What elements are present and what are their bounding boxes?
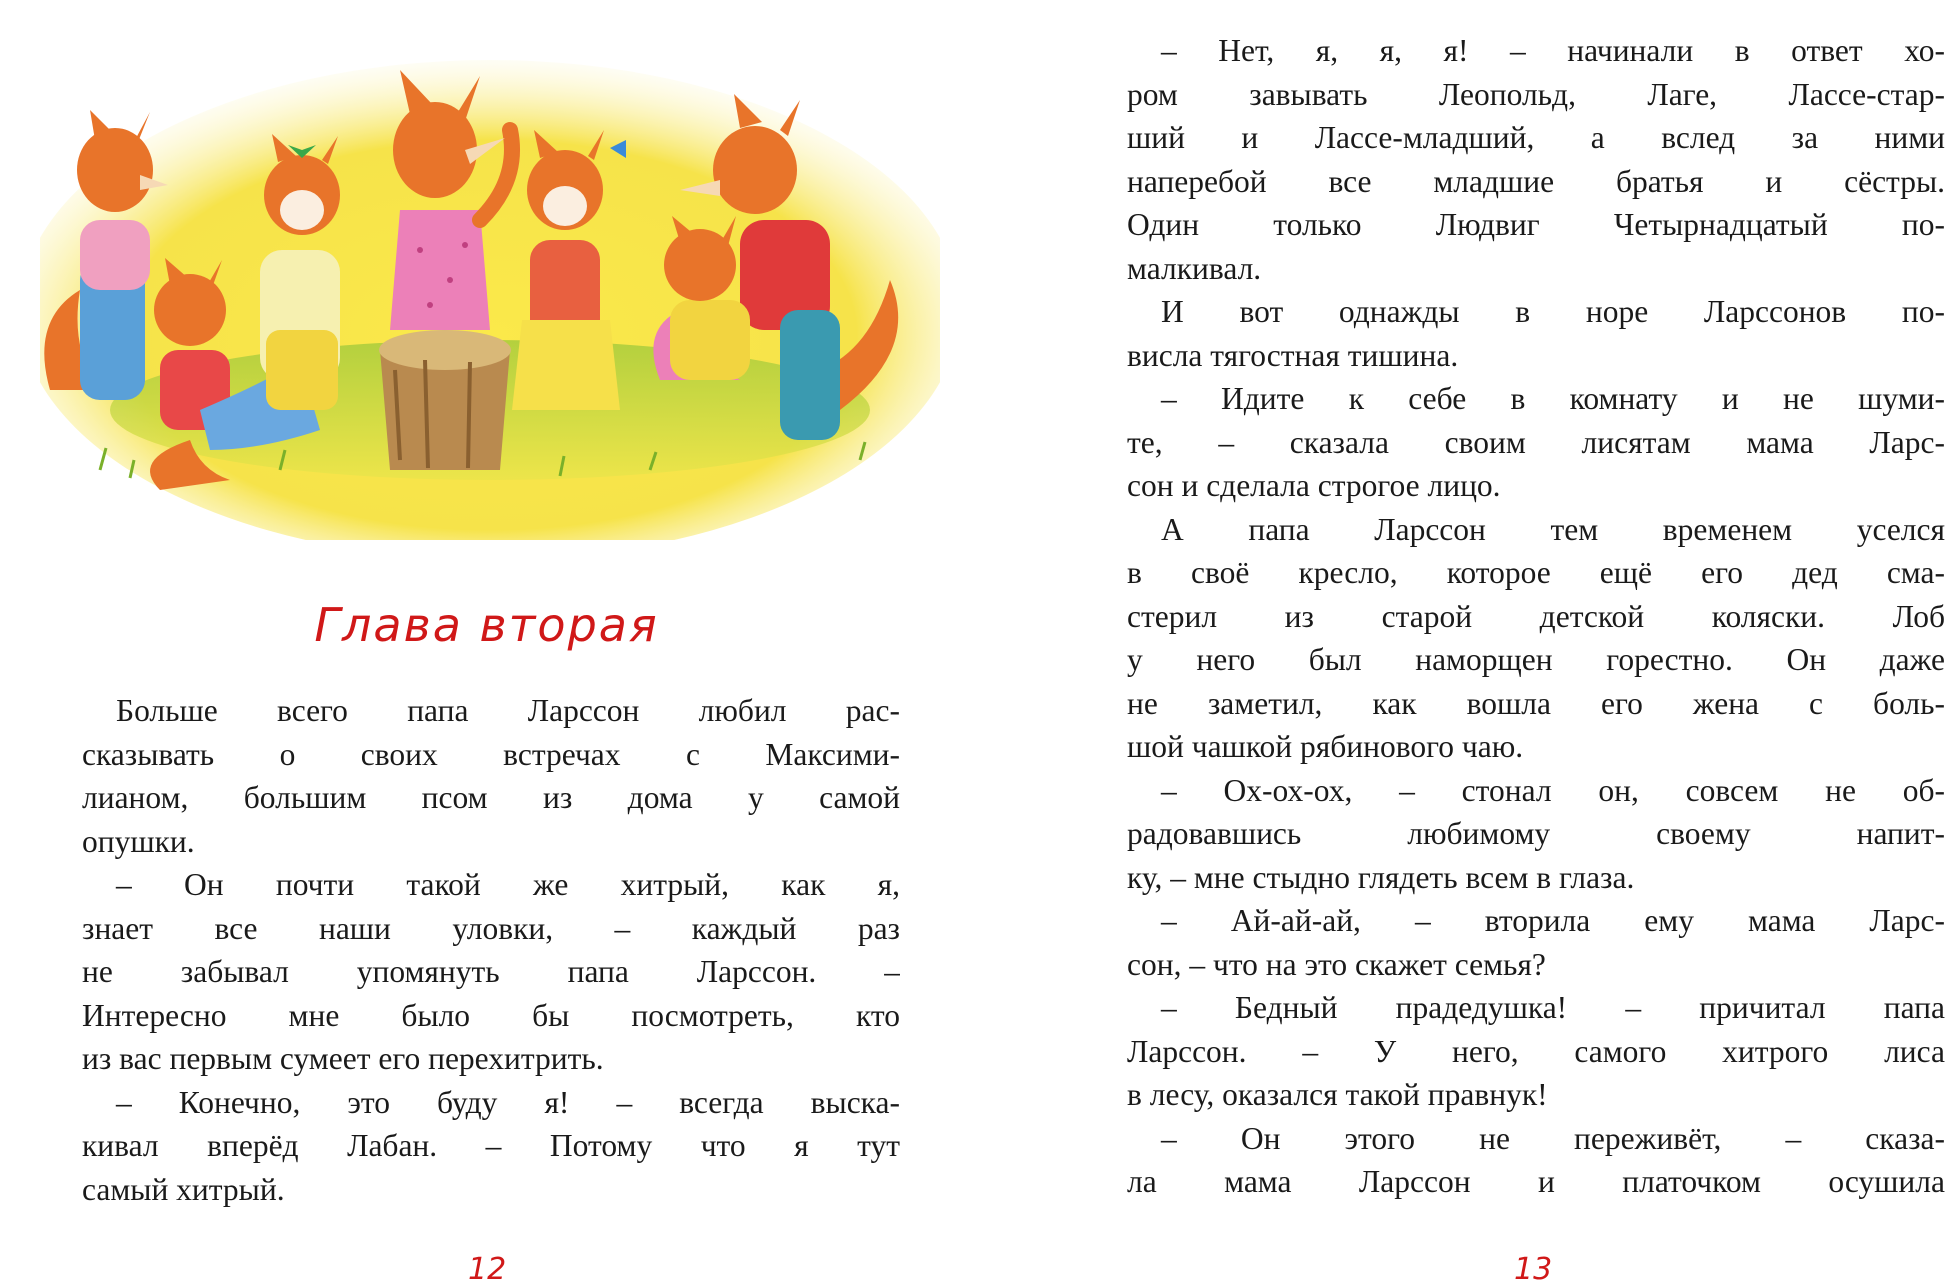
text-line: А папа Ларссон тем временем уселся <box>1161 511 1945 547</box>
text-line: – Ай-ай-ай, – вторила ему мама Ларс- <box>1161 903 1945 938</box>
text-line: не забывал упомянуть папа Ларссон. – <box>82 954 900 989</box>
text-line: – Конечно, это буду я! – всегда выска- <box>116 1084 900 1120</box>
text-line: лианом, большим псом из дома у самой <box>82 780 900 815</box>
text-line: ла мама Ларссон и платочком осушила <box>1127 1164 1945 1199</box>
text-line: наперебой все младшие братья и сёстры. <box>1127 163 1945 199</box>
left-page-text <box>82 689 900 1211</box>
text-line: самый хитрый. <box>82 1171 285 1207</box>
text-line: у него был наморщен горестно. Он даже <box>1127 642 1945 677</box>
text-line: И вот однажды в норе Ларссонов по- <box>1161 294 1945 329</box>
chapter-title: Глава вторая <box>314 598 659 652</box>
text-line: ку, – мне стыдно глядеть всем в глаза. <box>1127 859 1635 895</box>
text-line: Ларссон. – У него, самого хитрого лиса <box>1127 1033 1945 1069</box>
text-line: в лесу, оказался такой правнук! <box>1127 1077 1548 1112</box>
text-line: висла тягостная тишина. <box>1127 337 1459 373</box>
text-line: сон и сделала строгое лицо. <box>1127 468 1501 503</box>
text-line: стерил из старой детской коляски. Лоб <box>1127 598 1945 634</box>
text-line: Интересно мне было бы посмотреть, кто <box>82 997 900 1033</box>
right-page-text <box>1127 29 1945 1204</box>
text-line: – Он почти такой же хитрый, как я, <box>116 867 900 902</box>
text-line: сон, – что на это скажет семья? <box>1127 946 1546 982</box>
text-line: опушки. <box>82 823 195 859</box>
fox-family-illustration-icon <box>40 30 940 540</box>
text-line: – Ох-ох-ох, – стонал он, совсем не об- <box>1161 772 1945 808</box>
text-line: ром завывать Леопольд, Лаге, Лассе-стар- <box>1127 76 1945 112</box>
text-line: не заметил, как вошла его жена с боль- <box>1127 685 1945 721</box>
text-line: Больше всего папа Ларссон любил рас- <box>116 693 900 728</box>
text-line: в своё кресло, которое ещё его дед сма- <box>1127 555 1945 590</box>
page-number-right: 13 <box>1514 1252 1553 1287</box>
text-line: знает все наши уловки, – каждый раз <box>82 910 900 946</box>
text-line: из вас первым сумеет его перехитрить. <box>82 1041 604 1076</box>
text-line: – Он этого не переживёт, – сказа- <box>1161 1120 1945 1156</box>
text-line: кивал вперёд Лабан. – Потому что я тут <box>82 1128 900 1163</box>
text-line: те, – сказала своим лисятам мама Ларс- <box>1127 424 1945 460</box>
text-line: – Бедный прадедушка! – причитал папа <box>1161 990 1945 1025</box>
text-line: малкивал. <box>1127 250 1262 286</box>
page-number-left: 12 <box>468 1252 507 1287</box>
text-line: сказывать о своих встречах с Максими- <box>82 736 900 772</box>
right-page <box>973 0 1946 1288</box>
text-line: радовавшись любимому своему напит- <box>1127 816 1945 851</box>
text-line: Один только Людвиг Четырнадцатый по- <box>1127 207 1945 242</box>
text-line: – Нет, я, я, я! – начинали в ответ хо- <box>1161 33 1945 68</box>
text-line: шой чашкой рябинового чаю. <box>1127 729 1524 764</box>
text-line: ший и Лассе-младший, а вслед за ними <box>1127 120 1945 155</box>
text-line: – Идите к себе в комнату и не шуми- <box>1161 381 1945 416</box>
